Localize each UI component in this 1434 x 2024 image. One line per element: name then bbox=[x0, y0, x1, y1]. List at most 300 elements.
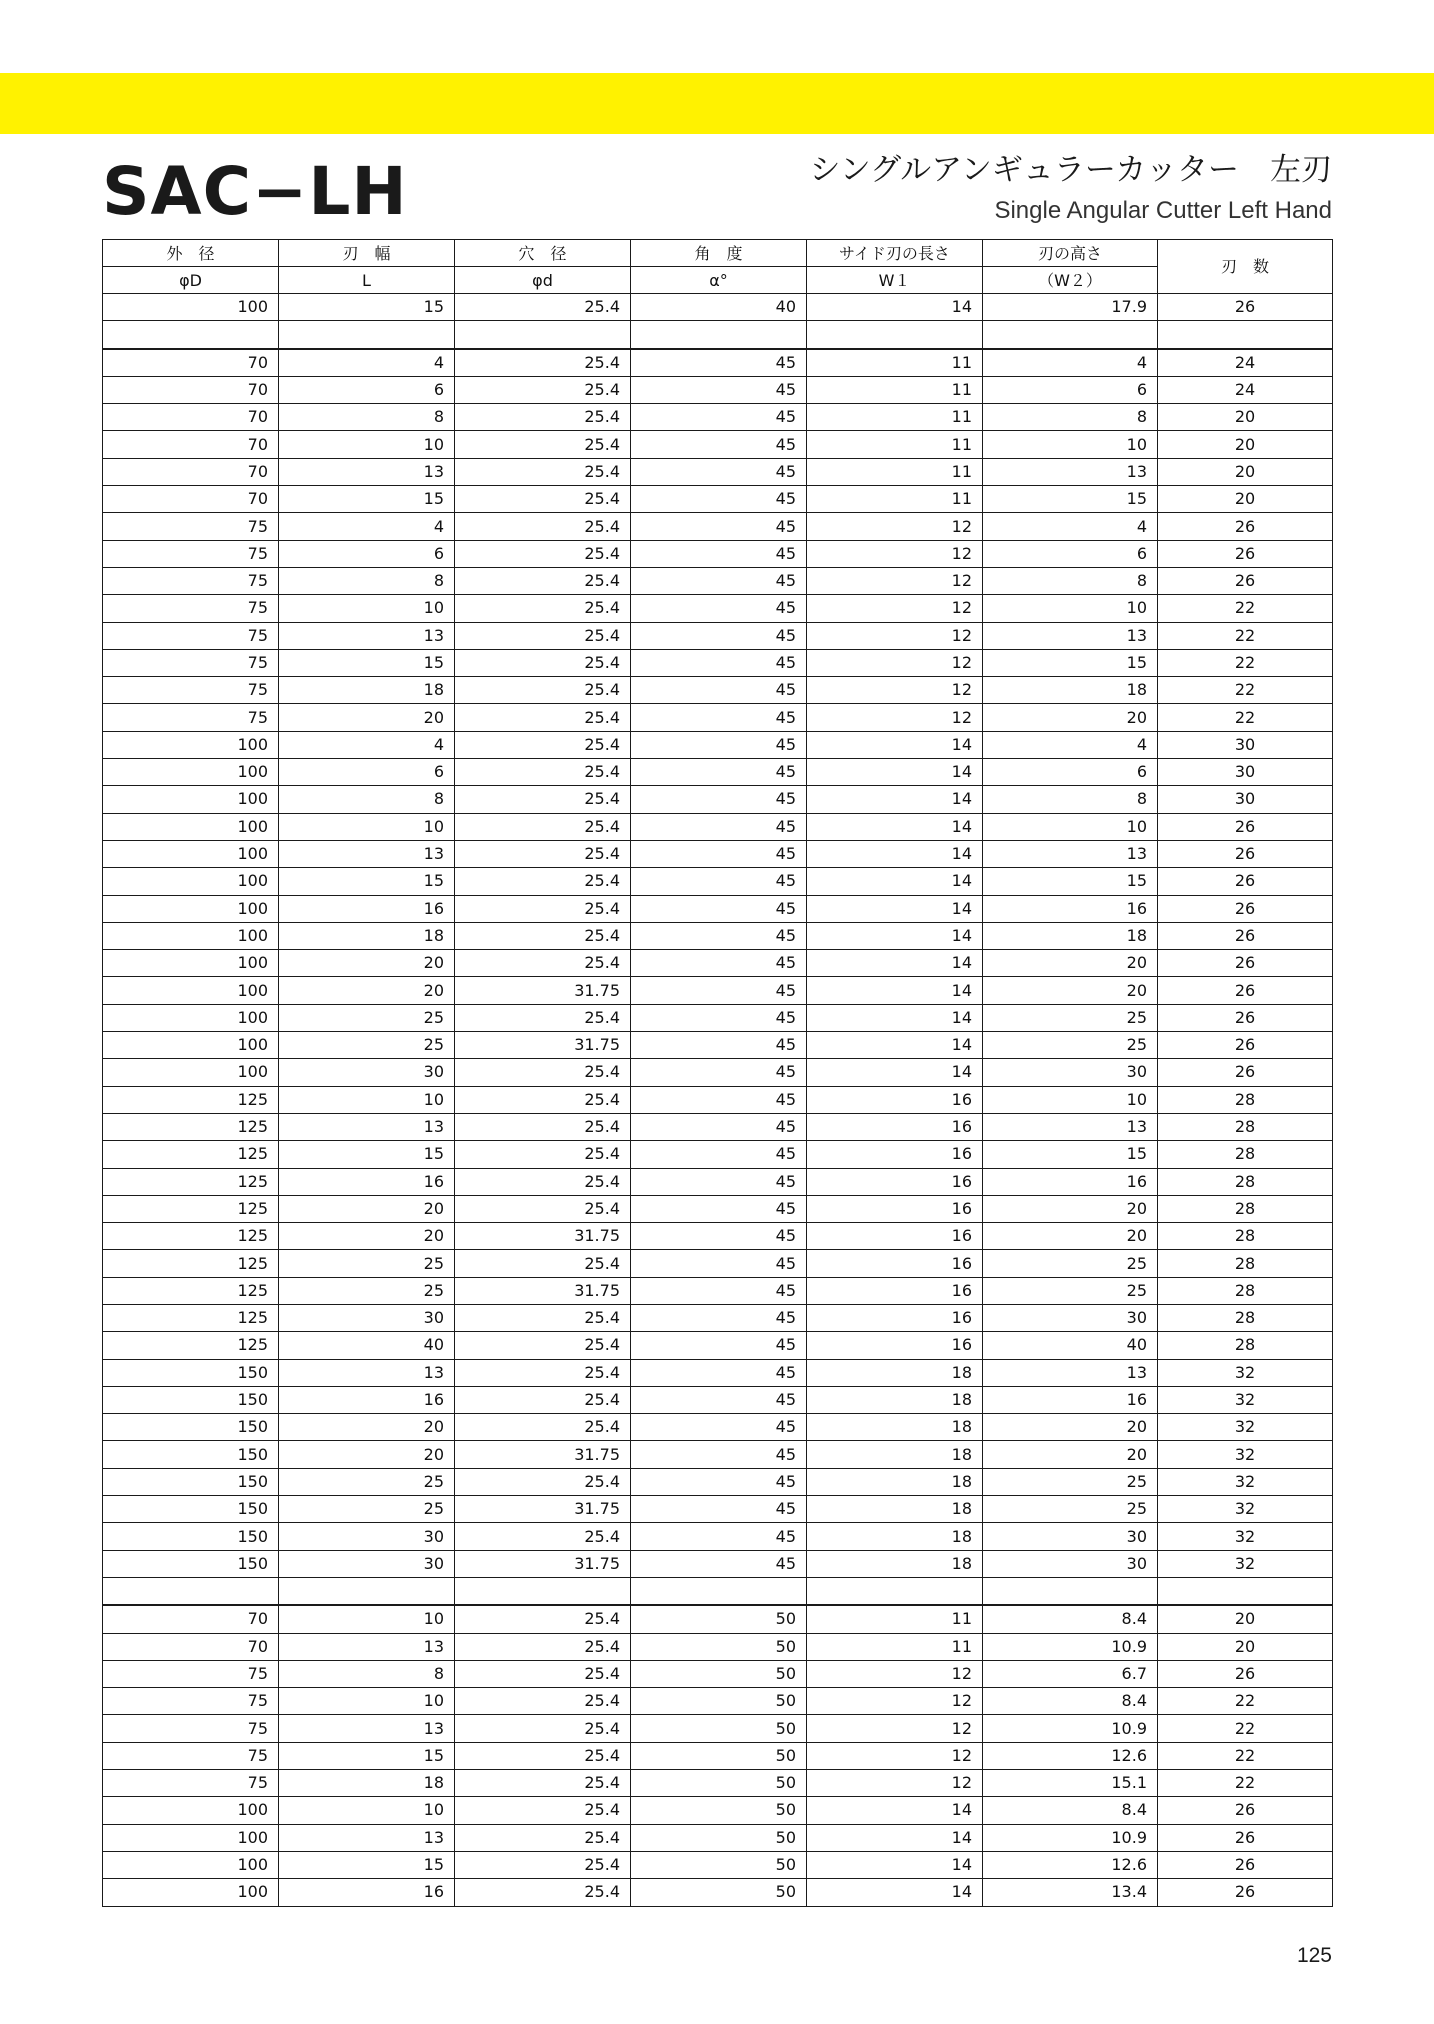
table-cell: 26 bbox=[1158, 294, 1333, 321]
table-cell: 30 bbox=[983, 1523, 1158, 1550]
table-cell: 32 bbox=[1158, 1496, 1333, 1523]
table-cell: 28 bbox=[1158, 1195, 1333, 1222]
table-row bbox=[103, 840, 1333, 867]
table-cell: 8 bbox=[279, 404, 455, 431]
header-sub-l: L bbox=[279, 267, 455, 294]
table-cell: 15 bbox=[279, 649, 455, 676]
table-cell: 20 bbox=[279, 1195, 455, 1222]
table-cell: 11 bbox=[807, 431, 983, 458]
table-cell: 25.4 bbox=[455, 868, 631, 895]
header-outer-diameter: 外 径 bbox=[103, 240, 279, 267]
table-cell: 32 bbox=[1158, 1441, 1333, 1468]
table-cell: 45 bbox=[631, 731, 807, 758]
table-cell: 100 bbox=[103, 1059, 279, 1086]
table-cell: 45 bbox=[631, 1523, 807, 1550]
table-cell: 22 bbox=[1158, 649, 1333, 676]
table-cell: 45 bbox=[631, 1304, 807, 1331]
table-cell: 25 bbox=[983, 1004, 1158, 1031]
table-cell: 31.75 bbox=[455, 1496, 631, 1523]
table-cell: 18 bbox=[807, 1414, 983, 1441]
table-cell bbox=[103, 1577, 279, 1605]
table-cell: 20 bbox=[1158, 404, 1333, 431]
table-cell: 25.4 bbox=[455, 813, 631, 840]
table-cell: 45 bbox=[631, 704, 807, 731]
table-cell: 15 bbox=[279, 1141, 455, 1168]
table-cell: 31.75 bbox=[455, 1550, 631, 1577]
table-cell: 25.4 bbox=[455, 567, 631, 594]
table-cell: 100 bbox=[103, 868, 279, 895]
table-row bbox=[103, 868, 1333, 895]
table-cell: 22 bbox=[1158, 677, 1333, 704]
table-cell: 125 bbox=[103, 1277, 279, 1304]
table-cell: 70 bbox=[103, 349, 279, 377]
table-cell: 8 bbox=[279, 1660, 455, 1687]
table-cell: 16 bbox=[807, 1168, 983, 1195]
table-row bbox=[103, 1851, 1333, 1878]
table-cell: 15 bbox=[983, 868, 1158, 895]
table-cell: 10 bbox=[983, 431, 1158, 458]
table-cell: 100 bbox=[103, 922, 279, 949]
table-cell: 75 bbox=[103, 649, 279, 676]
table-cell: 25.4 bbox=[455, 704, 631, 731]
table-cell: 70 bbox=[103, 376, 279, 403]
table-row bbox=[103, 1304, 1333, 1331]
table-cell: 15 bbox=[279, 1851, 455, 1878]
table-row bbox=[103, 677, 1333, 704]
table-row bbox=[103, 294, 1333, 321]
table-cell: 125 bbox=[103, 1141, 279, 1168]
table-cell: 25.4 bbox=[455, 1359, 631, 1386]
table-row bbox=[103, 1633, 1333, 1660]
table-cell: 16 bbox=[807, 1195, 983, 1222]
table-row bbox=[103, 1605, 1333, 1633]
table-cell: 45 bbox=[631, 431, 807, 458]
table-cell: 45 bbox=[631, 1496, 807, 1523]
table-cell: 25.4 bbox=[455, 1414, 631, 1441]
table-cell: 6 bbox=[983, 540, 1158, 567]
table-cell: 26 bbox=[1158, 513, 1333, 540]
table-cell: 30 bbox=[983, 1059, 1158, 1086]
table-cell: 50 bbox=[631, 1688, 807, 1715]
table-row bbox=[103, 1332, 1333, 1359]
table-cell: 4 bbox=[279, 731, 455, 758]
table-cell: 45 bbox=[631, 895, 807, 922]
table-cell: 25.4 bbox=[455, 294, 631, 321]
table-cell: 25 bbox=[983, 1250, 1158, 1277]
table-cell: 30 bbox=[279, 1523, 455, 1550]
table-cell: 14 bbox=[807, 1797, 983, 1824]
table-cell: 25.4 bbox=[455, 595, 631, 622]
table-cell bbox=[103, 321, 279, 349]
table-cell: 45 bbox=[631, 677, 807, 704]
table-row bbox=[103, 1496, 1333, 1523]
header-sub-bore: φd bbox=[455, 267, 631, 294]
product-code-title: SAC−LH bbox=[102, 153, 408, 230]
table-cell: 12 bbox=[807, 622, 983, 649]
table-cell: 26 bbox=[1158, 1660, 1333, 1687]
table-cell: 31.75 bbox=[455, 1032, 631, 1059]
table-cell: 20 bbox=[279, 1223, 455, 1250]
table-cell: 20 bbox=[279, 977, 455, 1004]
table-cell: 13 bbox=[279, 458, 455, 485]
table-cell: 20 bbox=[279, 704, 455, 731]
table-cell: 25.4 bbox=[455, 622, 631, 649]
table-cell: 25 bbox=[983, 1277, 1158, 1304]
table-cell: 32 bbox=[1158, 1550, 1333, 1577]
spec-table-body bbox=[103, 294, 1333, 1907]
table-cell: 15 bbox=[983, 649, 1158, 676]
table-cell: 45 bbox=[631, 786, 807, 813]
table-cell: 25.4 bbox=[455, 431, 631, 458]
table-cell: 125 bbox=[103, 1250, 279, 1277]
table-row bbox=[103, 1441, 1333, 1468]
table-cell: 14 bbox=[807, 1004, 983, 1031]
table-cell: 13.4 bbox=[983, 1879, 1158, 1906]
table-cell: 150 bbox=[103, 1441, 279, 1468]
table-cell: 28 bbox=[1158, 1086, 1333, 1113]
table-cell: 15 bbox=[279, 294, 455, 321]
table-cell: 30 bbox=[279, 1304, 455, 1331]
table-cell: 25.4 bbox=[455, 1195, 631, 1222]
table-cell: 8 bbox=[983, 404, 1158, 431]
table-cell: 26 bbox=[1158, 895, 1333, 922]
table-cell: 14 bbox=[807, 868, 983, 895]
table-cell: 45 bbox=[631, 977, 807, 1004]
table-row bbox=[103, 1059, 1333, 1086]
table-cell: 20 bbox=[983, 950, 1158, 977]
table-cell: 45 bbox=[631, 922, 807, 949]
table-cell: 150 bbox=[103, 1359, 279, 1386]
table-cell: 25.4 bbox=[455, 1168, 631, 1195]
table-cell: 16 bbox=[807, 1223, 983, 1250]
table-cell: 12 bbox=[807, 1742, 983, 1769]
table-cell: 20 bbox=[1158, 486, 1333, 513]
table-cell: 45 bbox=[631, 840, 807, 867]
table-cell: 18 bbox=[983, 922, 1158, 949]
table-cell: 26 bbox=[1158, 567, 1333, 594]
table-cell: 75 bbox=[103, 513, 279, 540]
table-cell: 25 bbox=[983, 1496, 1158, 1523]
table-cell: 45 bbox=[631, 1004, 807, 1031]
table-cell: 13 bbox=[279, 1633, 455, 1660]
table-row bbox=[103, 1195, 1333, 1222]
table-cell: 100 bbox=[103, 977, 279, 1004]
table-cell: 13 bbox=[983, 458, 1158, 485]
table-cell: 13 bbox=[983, 840, 1158, 867]
table-cell: 30 bbox=[983, 1304, 1158, 1331]
header-sub-w2: （W２） bbox=[983, 267, 1158, 294]
table-cell bbox=[1158, 1577, 1333, 1605]
yellow-header-band bbox=[0, 73, 1434, 134]
table-cell: 26 bbox=[1158, 840, 1333, 867]
table-cell: 14 bbox=[807, 895, 983, 922]
table-cell bbox=[631, 321, 807, 349]
table-cell: 25.4 bbox=[455, 840, 631, 867]
table-cell: 13 bbox=[279, 1715, 455, 1742]
table-cell: 13 bbox=[279, 622, 455, 649]
table-cell: 26 bbox=[1158, 922, 1333, 949]
table-row bbox=[103, 404, 1333, 431]
table-cell: 70 bbox=[103, 431, 279, 458]
table-cell: 50 bbox=[631, 1797, 807, 1824]
table-cell: 14 bbox=[807, 1032, 983, 1059]
table-cell: 8.4 bbox=[983, 1688, 1158, 1715]
table-cell: 125 bbox=[103, 1195, 279, 1222]
table-cell: 25.4 bbox=[455, 649, 631, 676]
table-cell: 50 bbox=[631, 1605, 807, 1633]
table-cell: 25.4 bbox=[455, 895, 631, 922]
table-cell: 8 bbox=[983, 786, 1158, 813]
table-cell: 25 bbox=[279, 1250, 455, 1277]
table-cell: 100 bbox=[103, 840, 279, 867]
table-cell bbox=[455, 1577, 631, 1605]
table-cell: 11 bbox=[807, 404, 983, 431]
table-row bbox=[103, 486, 1333, 513]
table-cell: 14 bbox=[807, 813, 983, 840]
table-row bbox=[103, 1004, 1333, 1031]
table-cell: 12 bbox=[807, 540, 983, 567]
table-cell: 45 bbox=[631, 458, 807, 485]
table-cell: 18 bbox=[279, 922, 455, 949]
table-row bbox=[103, 622, 1333, 649]
table-row bbox=[103, 1250, 1333, 1277]
table-cell: 13 bbox=[279, 1824, 455, 1851]
table-cell: 8 bbox=[279, 786, 455, 813]
table-row bbox=[103, 376, 1333, 403]
table-cell: 75 bbox=[103, 1715, 279, 1742]
table-cell: 25.4 bbox=[455, 1770, 631, 1797]
table-cell: 70 bbox=[103, 1633, 279, 1660]
page-number: 125 bbox=[1296, 1944, 1332, 1967]
table-cell: 125 bbox=[103, 1332, 279, 1359]
table-cell: 12.6 bbox=[983, 1851, 1158, 1878]
table-cell: 75 bbox=[103, 622, 279, 649]
table-cell: 45 bbox=[631, 1550, 807, 1577]
table-cell: 25.4 bbox=[455, 677, 631, 704]
table-cell: 45 bbox=[631, 376, 807, 403]
table-cell: 25.4 bbox=[455, 376, 631, 403]
table-cell: 45 bbox=[631, 813, 807, 840]
table-cell: 16 bbox=[983, 895, 1158, 922]
table-cell: 20 bbox=[983, 1223, 1158, 1250]
table-cell: 26 bbox=[1158, 977, 1333, 1004]
table-cell: 100 bbox=[103, 1824, 279, 1851]
table-cell: 50 bbox=[631, 1770, 807, 1797]
table-row bbox=[103, 595, 1333, 622]
table-cell: 15 bbox=[279, 1742, 455, 1769]
table-cell: 125 bbox=[103, 1086, 279, 1113]
table-row bbox=[103, 1086, 1333, 1113]
table-cell: 25.4 bbox=[455, 1332, 631, 1359]
table-cell: 70 bbox=[103, 458, 279, 485]
table-cell bbox=[983, 1577, 1158, 1605]
table-cell: 14 bbox=[807, 1851, 983, 1878]
table-cell: 28 bbox=[1158, 1250, 1333, 1277]
table-cell: 28 bbox=[1158, 1113, 1333, 1140]
table-cell: 14 bbox=[807, 977, 983, 1004]
table-cell: 100 bbox=[103, 1004, 279, 1031]
table-cell: 11 bbox=[807, 458, 983, 485]
table-cell: 26 bbox=[1158, 1004, 1333, 1031]
table-row bbox=[103, 1715, 1333, 1742]
table-cell: 45 bbox=[631, 1277, 807, 1304]
table-cell bbox=[455, 321, 631, 349]
table-cell: 16 bbox=[279, 1879, 455, 1906]
table-cell: 25.4 bbox=[455, 1086, 631, 1113]
table-cell: 14 bbox=[807, 294, 983, 321]
table-row bbox=[103, 321, 1333, 349]
table-row bbox=[103, 786, 1333, 813]
table-cell: 25.4 bbox=[455, 540, 631, 567]
table-cell: 75 bbox=[103, 1688, 279, 1715]
table-cell: 45 bbox=[631, 1113, 807, 1140]
table-cell: 31.75 bbox=[455, 977, 631, 1004]
table-cell: 24 bbox=[1158, 376, 1333, 403]
table-cell: 50 bbox=[631, 1660, 807, 1687]
table-cell bbox=[807, 1577, 983, 1605]
table-row bbox=[103, 1414, 1333, 1441]
table-cell: 50 bbox=[631, 1715, 807, 1742]
table-cell: 25.4 bbox=[455, 1851, 631, 1878]
table-cell: 45 bbox=[631, 868, 807, 895]
table-cell: 150 bbox=[103, 1496, 279, 1523]
table-cell: 20 bbox=[983, 704, 1158, 731]
table-row bbox=[103, 349, 1333, 377]
table-cell: 45 bbox=[631, 1332, 807, 1359]
table-row bbox=[103, 1168, 1333, 1195]
table-cell: 45 bbox=[631, 1468, 807, 1495]
table-cell: 16 bbox=[279, 895, 455, 922]
table-cell: 22 bbox=[1158, 1742, 1333, 1769]
table-cell: 26 bbox=[1158, 1032, 1333, 1059]
table-cell: 25.4 bbox=[455, 922, 631, 949]
table-cell: 14 bbox=[807, 786, 983, 813]
table-cell: 25 bbox=[279, 1032, 455, 1059]
table-cell: 11 bbox=[807, 376, 983, 403]
table-cell: 16 bbox=[983, 1168, 1158, 1195]
table-cell: 10.9 bbox=[983, 1633, 1158, 1660]
table-cell: 14 bbox=[807, 1879, 983, 1906]
table-row bbox=[103, 704, 1333, 731]
header-side-blade-length: サイド刃の長さ bbox=[807, 240, 983, 267]
table-cell: 22 bbox=[1158, 595, 1333, 622]
table-cell: 18 bbox=[807, 1441, 983, 1468]
table-cell: 40 bbox=[983, 1332, 1158, 1359]
table-cell: 22 bbox=[1158, 704, 1333, 731]
table-cell: 75 bbox=[103, 1770, 279, 1797]
table-cell: 11 bbox=[807, 1605, 983, 1633]
table-cell: 28 bbox=[1158, 1141, 1333, 1168]
table-cell: 13 bbox=[983, 1359, 1158, 1386]
table-cell: 12 bbox=[807, 595, 983, 622]
table-cell: 45 bbox=[631, 1441, 807, 1468]
table-cell: 10 bbox=[983, 1086, 1158, 1113]
header-sub-alpha: α° bbox=[631, 267, 807, 294]
table-cell: 4 bbox=[983, 513, 1158, 540]
table-cell: 45 bbox=[631, 1223, 807, 1250]
table-cell: 20 bbox=[1158, 458, 1333, 485]
table-cell: 150 bbox=[103, 1550, 279, 1577]
table-cell: 32 bbox=[1158, 1468, 1333, 1495]
table-cell: 12 bbox=[807, 1660, 983, 1687]
table-cell: 30 bbox=[1158, 786, 1333, 813]
table-cell: 10 bbox=[983, 813, 1158, 840]
table-cell: 10 bbox=[279, 813, 455, 840]
table-cell: 13 bbox=[279, 840, 455, 867]
table-cell: 32 bbox=[1158, 1523, 1333, 1550]
table-cell: 50 bbox=[631, 1742, 807, 1769]
table-cell bbox=[279, 1577, 455, 1605]
table-cell: 125 bbox=[103, 1113, 279, 1140]
table-row bbox=[103, 813, 1333, 840]
table-cell: 26 bbox=[1158, 1824, 1333, 1851]
table-cell: 4 bbox=[279, 349, 455, 377]
table-cell: 31.75 bbox=[455, 1277, 631, 1304]
table-cell: 12 bbox=[807, 1688, 983, 1715]
table-cell: 25.4 bbox=[455, 1824, 631, 1851]
table-cell: 25.4 bbox=[455, 1004, 631, 1031]
table-cell: 45 bbox=[631, 1086, 807, 1113]
table-cell: 22 bbox=[1158, 1770, 1333, 1797]
table-cell: 6 bbox=[983, 376, 1158, 403]
table-cell bbox=[807, 321, 983, 349]
table-cell: 45 bbox=[631, 622, 807, 649]
table-cell: 25.4 bbox=[455, 1633, 631, 1660]
table-cell: 14 bbox=[807, 950, 983, 977]
table-cell: 70 bbox=[103, 486, 279, 513]
table-cell: 16 bbox=[807, 1141, 983, 1168]
table-cell: 22 bbox=[1158, 622, 1333, 649]
table-row bbox=[103, 1113, 1333, 1140]
table-cell: 8.4 bbox=[983, 1797, 1158, 1824]
table-cell: 18 bbox=[807, 1496, 983, 1523]
header-blade-width: 刃 幅 bbox=[279, 240, 455, 267]
table-cell: 11 bbox=[807, 486, 983, 513]
table-cell: 25 bbox=[279, 1004, 455, 1031]
table-cell: 20 bbox=[983, 1195, 1158, 1222]
table-cell: 25.4 bbox=[455, 1386, 631, 1413]
spec-table bbox=[102, 239, 1333, 1907]
table-cell: 18 bbox=[807, 1550, 983, 1577]
table-cell: 26 bbox=[1158, 1059, 1333, 1086]
table-cell: 18 bbox=[807, 1468, 983, 1495]
table-cell: 25.4 bbox=[455, 1742, 631, 1769]
table-row bbox=[103, 1550, 1333, 1577]
table-row bbox=[103, 950, 1333, 977]
table-cell: 12 bbox=[807, 513, 983, 540]
table-cell bbox=[631, 1577, 807, 1605]
table-cell: 16 bbox=[279, 1168, 455, 1195]
table-cell: 75 bbox=[103, 540, 279, 567]
table-cell: 100 bbox=[103, 731, 279, 758]
table-cell: 4 bbox=[983, 731, 1158, 758]
table-cell: 10 bbox=[279, 1086, 455, 1113]
table-cell: 45 bbox=[631, 486, 807, 513]
header-blade-height: 刃の高さ bbox=[983, 240, 1158, 267]
table-cell: 45 bbox=[631, 1359, 807, 1386]
table-cell: 14 bbox=[807, 922, 983, 949]
table-cell: 22 bbox=[1158, 1688, 1333, 1715]
table-cell: 26 bbox=[1158, 868, 1333, 895]
table-cell: 125 bbox=[103, 1304, 279, 1331]
header-teeth-count: 刃 数 bbox=[1158, 240, 1333, 294]
table-cell: 10 bbox=[279, 1605, 455, 1633]
table-cell: 75 bbox=[103, 677, 279, 704]
table-cell: 28 bbox=[1158, 1223, 1333, 1250]
table-cell: 40 bbox=[631, 294, 807, 321]
table-cell: 12 bbox=[807, 649, 983, 676]
table-row bbox=[103, 458, 1333, 485]
